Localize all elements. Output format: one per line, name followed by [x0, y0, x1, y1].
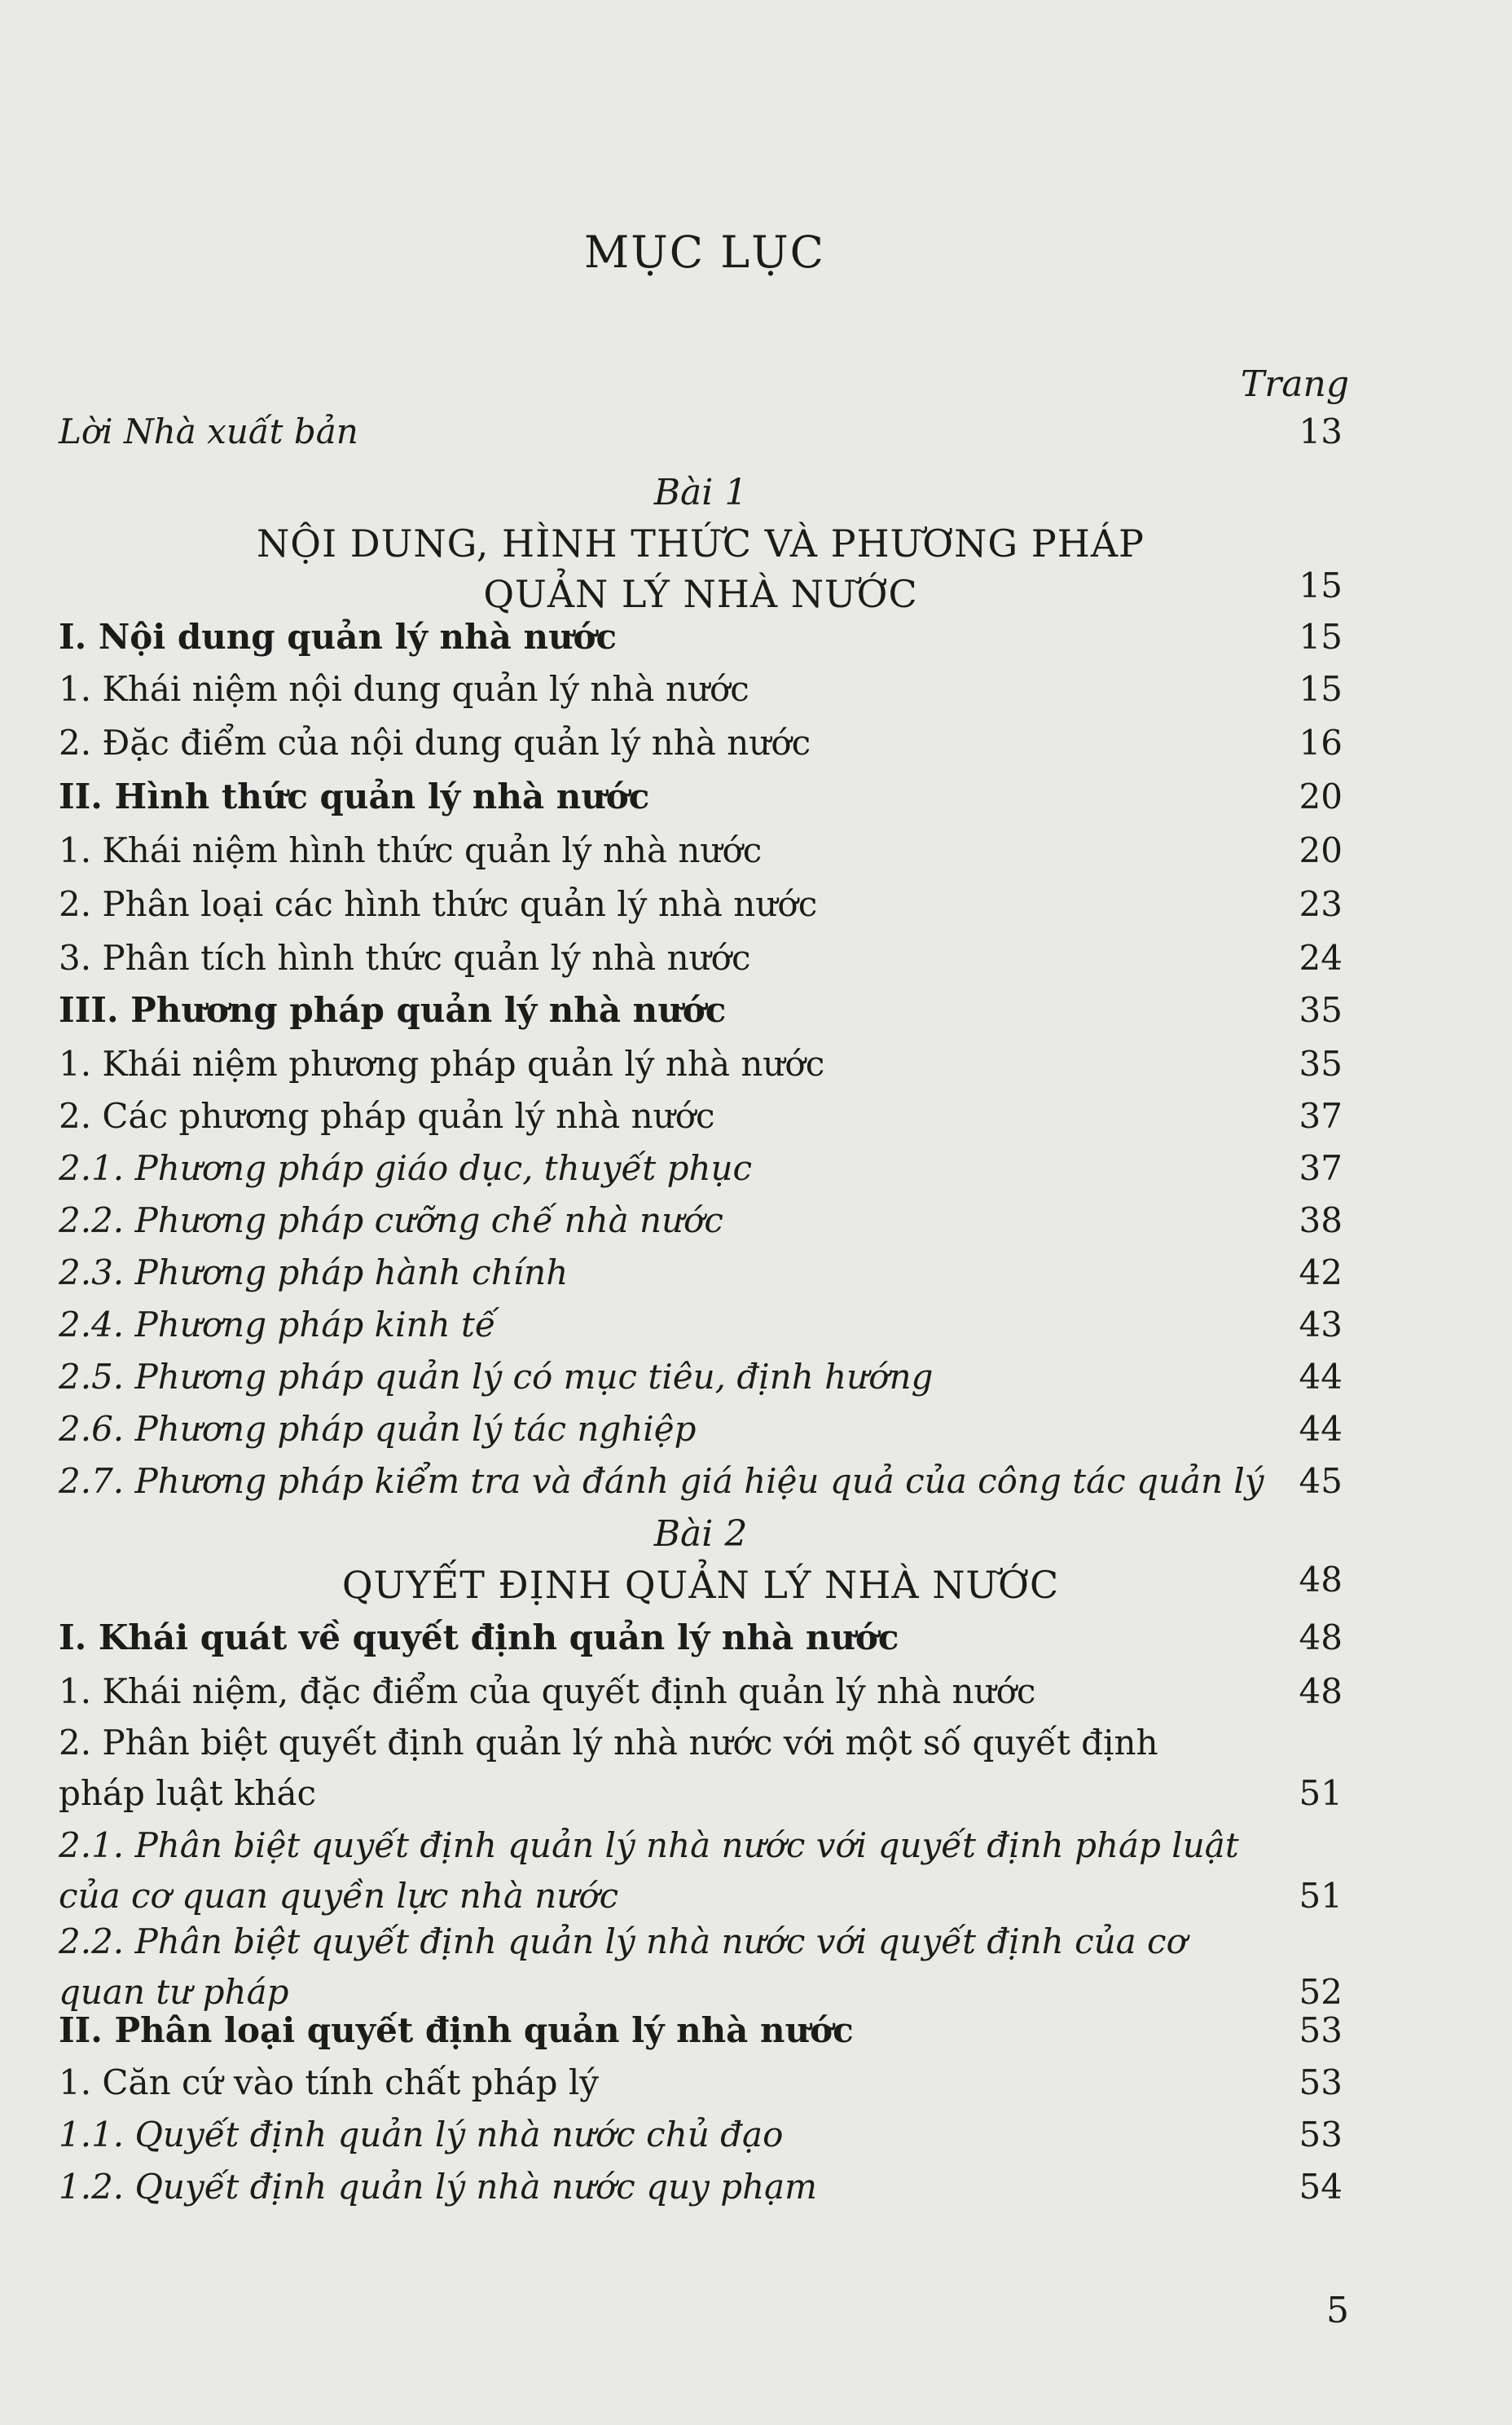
toc-entry[interactable]	[59, 1820, 1343, 1921]
toc-entry[interactable]	[59, 1457, 1343, 1506]
chapter-title-line: QUẢN LÝ NHÀ NƯỚC	[483, 572, 918, 616]
toc-entry[interactable]	[59, 1405, 1343, 1454]
chapter-title-line: QUYẾT ĐỊNH QUẢN LÝ NHÀ NƯỚC	[341, 1563, 1060, 1607]
toc-entry[interactable]	[59, 2110, 1343, 2159]
toc-entry-text: II. Phân loại quyết định quản lý nhà nước	[59, 2010, 854, 2050]
toc-entry[interactable]	[59, 1353, 1343, 1402]
toc-entry-page: 51	[1299, 1773, 1343, 1813]
toc-entry-page: 38	[1299, 1200, 1343, 1240]
toc-entry-text: 2.2. Phân biệt quyết định quản lý nhà nước với quyết định của cơ quan tư pháp	[59, 1921, 1187, 2012]
toc-entry-text: 1. Căn cứ vào tính chất pháp lý	[59, 2062, 599, 2102]
toc-entry-page: 44	[1299, 1409, 1343, 1449]
toc-entry[interactable]	[59, 1196, 1343, 1245]
toc-entry-text: 2. Đặc điểm của nội dung quản lý nhà nước	[59, 723, 811, 763]
toc-entry[interactable]	[59, 880, 1343, 929]
chapter-label: Bài 2	[653, 1513, 748, 1555]
page-column-header: Trang	[1240, 363, 1349, 405]
toc-entry-page: 20	[1299, 777, 1343, 816]
toc-entry-text: 2.3. Phương pháp hành chính	[59, 1252, 569, 1292]
toc-entry-text: I. Nội dung quản lý nhà nước	[59, 617, 618, 657]
toc-entry-text: 2.6. Phương pháp quản lý tác nghiệp	[59, 1409, 697, 1449]
toc-entry-text: 2.1. Phương pháp giáo dục, thuyết phục	[59, 1148, 753, 1188]
toc-entry-text: 1. Khái niệm hình thức quản lý nhà nước	[59, 830, 763, 870]
toc-entry-text: 2. Phân biệt quyết định quản lý nhà nước với một số quyết định pháp luật khác	[59, 1723, 1158, 1813]
toc-entry-page: 43	[1299, 1305, 1343, 1345]
toc-entry[interactable]	[59, 986, 1343, 1035]
toc-entry-page: 15	[1299, 669, 1343, 709]
toc-entry-page: 48	[1299, 1617, 1343, 1657]
toc-entry-page: 20	[1299, 830, 1343, 870]
toc-entry-text: 2.1. Phân biệt quyết định quản lý nhà nước với quyết định pháp luật của cơ quan quyền lực nhà nước	[59, 1825, 1239, 1916]
toc-entry-text: 2. Các phương pháp quản lý nhà nước	[59, 1096, 715, 1136]
toc-entry-page: 48	[1299, 1671, 1343, 1711]
chapter-page: 15	[1299, 566, 1343, 605]
toc-entry-text: 1. Khái niệm, đặc điểm của quyết định quản lý nhà nước	[59, 1671, 1036, 1711]
toc-entry-page: 54	[1299, 2167, 1343, 2207]
toc-entry[interactable]	[59, 2006, 1343, 2055]
toc-entry[interactable]	[59, 934, 1343, 983]
toc-entry-text: 1. Khái niệm phương pháp quản lý nhà nước	[59, 1044, 825, 1084]
toc-entry-text: II. Hình thức quản lý nhà nước	[59, 777, 650, 816]
chapter-heading-1	[130, 468, 1271, 619]
toc-entry[interactable]	[59, 407, 1343, 456]
toc-entry-page: 44	[1299, 1357, 1343, 1397]
toc-entry[interactable]	[59, 772, 1343, 821]
toc-entry[interactable]	[59, 826, 1343, 875]
toc-entry-page: 53	[1299, 2010, 1343, 2050]
toc-entry-page: 45	[1299, 1461, 1343, 1501]
toc-entry-text: 3. Phân tích hình thức quản lý nhà nước	[59, 938, 751, 978]
toc-entry[interactable]	[59, 665, 1343, 714]
toc-entry-text: Lời Nhà xuất bản	[59, 412, 358, 451]
toc-entry[interactable]	[59, 1613, 1343, 1662]
toc-entry-text: 2.4. Phương pháp kinh tế	[59, 1305, 496, 1345]
toc-entry-page: 35	[1299, 1044, 1343, 1084]
toc-entry-page: 53	[1299, 2115, 1343, 2154]
toc-entry-page: 37	[1299, 1096, 1343, 1136]
page-title: MỤC LỤC	[584, 227, 825, 278]
toc-entry-text: 1. Khái niệm nội dung quản lý nhà nước	[59, 669, 749, 709]
toc-entry[interactable]	[59, 2058, 1343, 2107]
toc-entry[interactable]	[59, 1917, 1343, 2018]
toc-entry[interactable]	[59, 1718, 1343, 1819]
toc-entry[interactable]	[59, 613, 1343, 662]
toc-entry-page: 24	[1299, 938, 1343, 978]
toc-entry-page: 42	[1299, 1252, 1343, 1292]
toc-entry-page: 16	[1299, 723, 1343, 763]
toc-entry-page: 52	[1299, 1972, 1343, 2012]
toc-entry-text: I. Khái quát về quyết định quản lý nhà nước	[59, 1617, 899, 1657]
toc-entry-text: III. Phương pháp quản lý nhà nước	[59, 990, 727, 1030]
toc-entry-page: 13	[1299, 412, 1343, 451]
toc-entry[interactable]	[59, 719, 1343, 768]
toc-entry[interactable]	[59, 1301, 1343, 1349]
toc-entry-text: 2.7. Phương pháp kiểm tra và đánh giá hiệu quả của công tác quản lý	[59, 1461, 1264, 1501]
toc-entry-text: 1.1. Quyết định quản lý nhà nước chủ đạo	[59, 2115, 784, 2154]
toc-entry-text: 2. Phân loại các hình thức quản lý nhà nước	[59, 884, 818, 924]
toc-entry-text: 2.2. Phương pháp cưỡng chế nhà nước	[59, 1200, 723, 1240]
toc-entry[interactable]	[59, 1667, 1343, 1716]
chapter-label: Bài 1	[653, 472, 748, 513]
toc-entry[interactable]	[59, 1092, 1343, 1141]
toc-entry-page: 51	[1299, 1876, 1343, 1916]
page-number: 5	[1326, 2290, 1349, 2331]
toc-entry[interactable]	[59, 1248, 1343, 1297]
toc-entry-page: 15	[1299, 617, 1343, 657]
toc-entry-page: 37	[1299, 1148, 1343, 1188]
toc-entry-text: 2.5. Phương pháp quản lý có mục tiêu, định hướng	[59, 1357, 934, 1397]
toc-entry-page: 53	[1299, 2062, 1343, 2102]
toc-entry-page: 35	[1299, 990, 1343, 1030]
chapter-page: 48	[1299, 1560, 1343, 1600]
chapter-title-line: NỘI DUNG, HÌNH THỨC VÀ PHƯƠNG PHÁP	[256, 522, 1145, 566]
toc-entry[interactable]	[59, 2163, 1343, 2212]
toc-entry-text: 1.2. Quyết định quản lý nhà nước quy phạm	[59, 2167, 817, 2207]
toc-entry[interactable]	[59, 1040, 1343, 1089]
toc-entry[interactable]	[59, 1144, 1343, 1193]
chapter-heading-2	[130, 1509, 1271, 1610]
toc-entry-page: 23	[1299, 884, 1343, 924]
